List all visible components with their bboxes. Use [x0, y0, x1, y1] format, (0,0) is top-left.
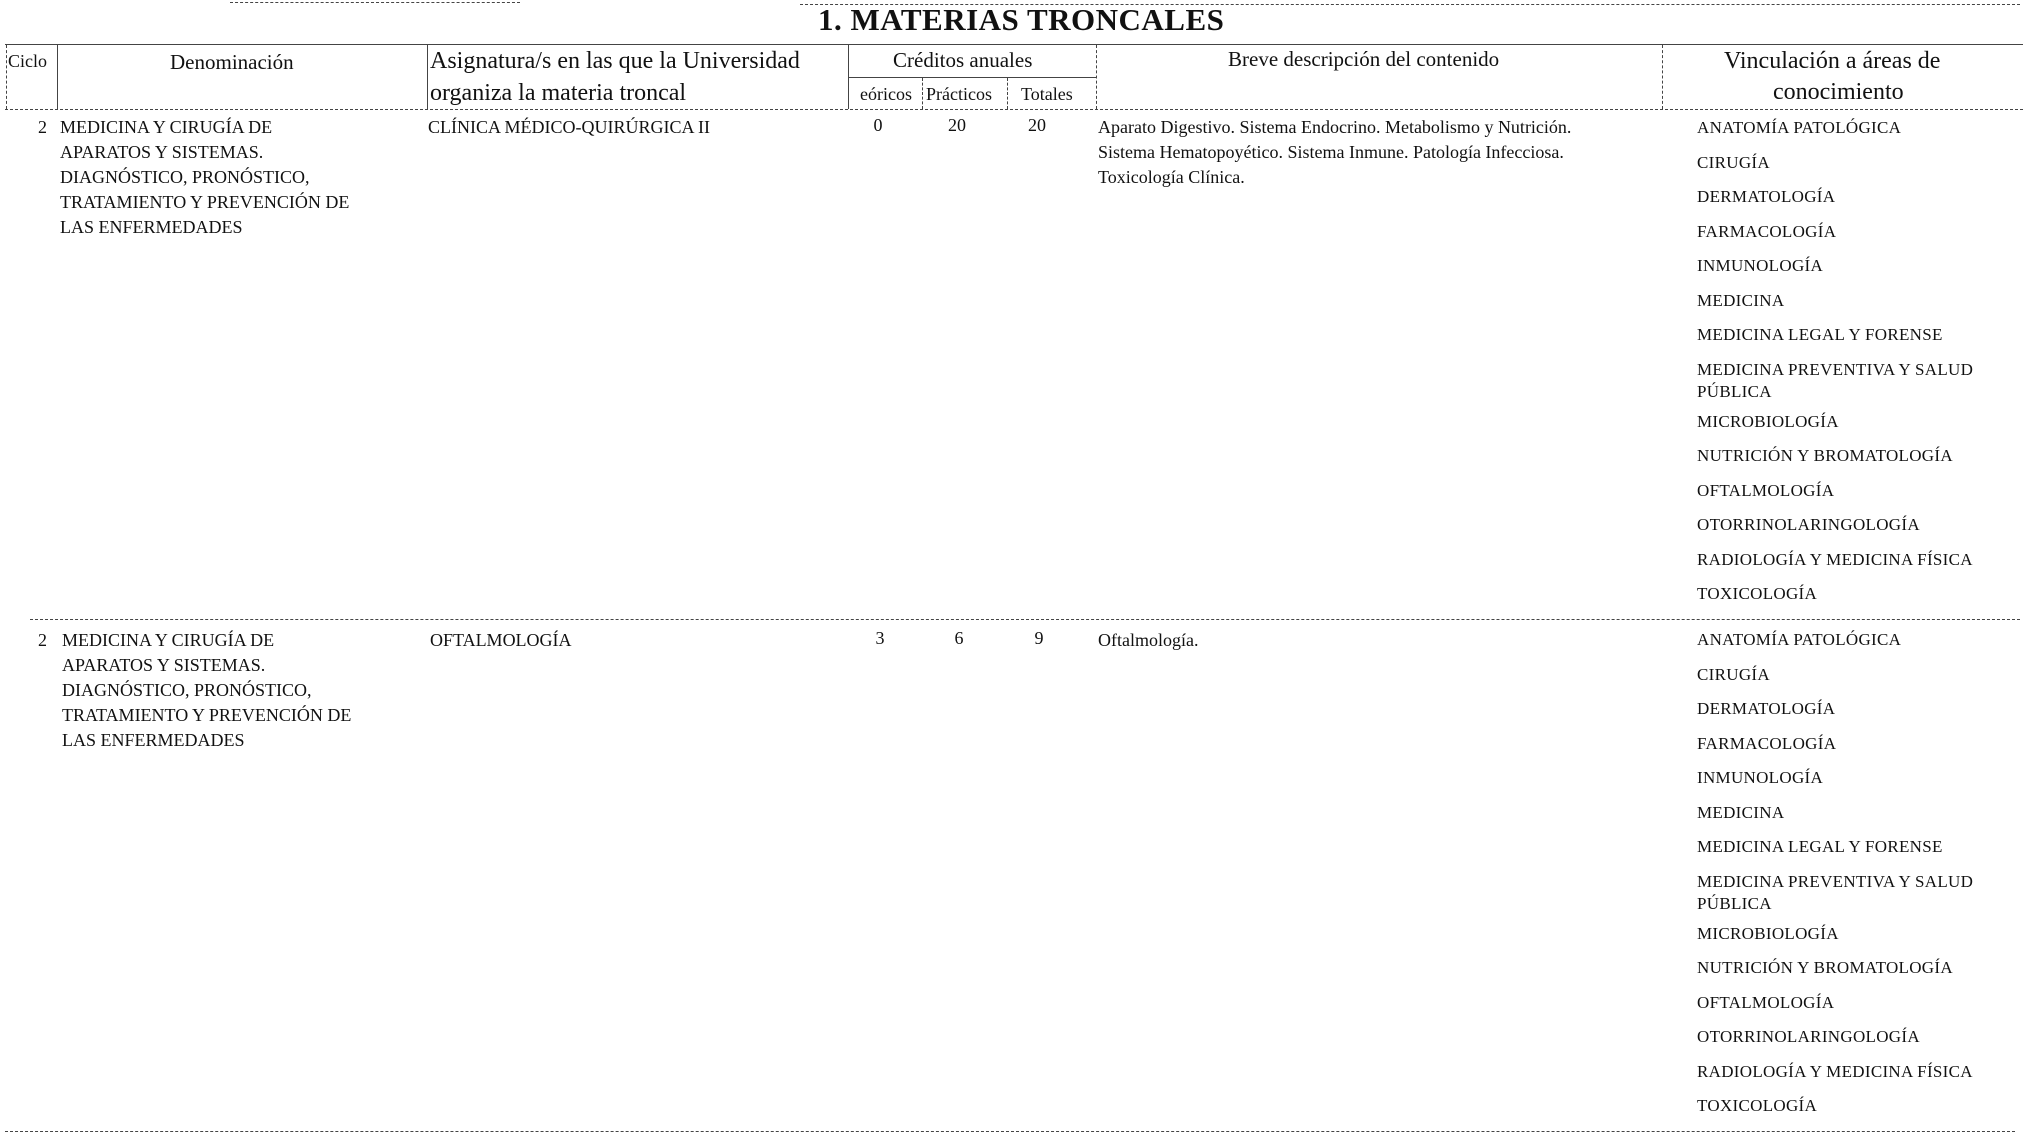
- row2-totales: 9: [1034, 628, 1044, 648]
- area-item: OFTALMOLOGÍA: [1697, 992, 1835, 1012]
- area-item: NUTRICIÓN Y BROMATOLOGÍA: [1697, 446, 1953, 465]
- header-bottom-rule: [5, 109, 2023, 110]
- col-divider-6: [1096, 45, 1097, 109]
- header-vinculacion-line2: conocimiento: [1773, 79, 1904, 105]
- row2-denominacion: [62, 628, 432, 753]
- row2-practicos: 6: [954, 628, 964, 648]
- col-divider-0: [6, 45, 7, 109]
- table-bottom-rule: [5, 1131, 2015, 1132]
- top-rule-right: [800, 4, 2020, 5]
- area-item: TOXICOLOGÍA: [1697, 1096, 1818, 1115]
- area-item: DERMATOLOGÍA: [1697, 699, 1836, 718]
- row1-descripcion-line: Toxicología Clínica.: [1098, 167, 1245, 187]
- row2-asignatura: OFTALMOLOGÍA: [430, 630, 572, 650]
- header-teoricos: eóricos: [860, 84, 912, 104]
- header-vinculacion-line1: Vinculación a áreas de: [1724, 48, 1941, 74]
- area-item: RADIOLOGÍA Y MEDICINA FÍSICA: [1697, 549, 1973, 569]
- area-item: INMUNOLOGÍA: [1697, 256, 1824, 275]
- top-rule-left: [230, 2, 520, 3]
- area-item: MEDICINA PREVENTIVA Y SALUD PÚBLICA: [1697, 359, 1974, 401]
- area-item: DERMATOLOGÍA: [1697, 187, 1836, 206]
- header-totales: Totales: [1021, 84, 1073, 104]
- row2-denominacion-line: TRATAMIENTO Y PREVENCIÓN DE: [62, 705, 352, 725]
- row1-practicos: 20: [948, 115, 966, 135]
- area-item: MEDICINA: [1697, 802, 1785, 822]
- area-item: INMUNOLOGÍA: [1697, 768, 1824, 787]
- row1-teoricos: 0: [873, 115, 883, 135]
- row1-asignatura: CLÍNICA MÉDICO-QUIRÚRGICA II: [428, 117, 710, 137]
- header-creditos: Créditos anuales: [893, 48, 1033, 72]
- area-item: OTORRINOLARINGOLOGÍA: [1697, 1027, 1920, 1046]
- area-item: MICROBIOLOGÍA: [1697, 411, 1839, 431]
- row1-denominacion-line: MEDICINA Y CIRUGÍA DE: [60, 117, 273, 137]
- row1-descripcion-line: Sistema Hematopoyético. Sistema Inmune. Patología Infecciosa.: [1098, 142, 1564, 162]
- row2-descripcion-line: Oftalmología.: [1098, 630, 1199, 650]
- area-item: CIRUGÍA: [1697, 664, 1770, 684]
- col-divider-1: [57, 45, 58, 109]
- area-item: OTORRINOLARINGOLOGÍA: [1697, 515, 1920, 534]
- row2-denominacion-line: DIAGNÓSTICO, PRONÓSTICO,: [62, 680, 312, 700]
- row2-teoricos: 3: [875, 628, 885, 648]
- row1-areas-list: [1697, 117, 2007, 618]
- row1-ciclo: 2: [38, 117, 47, 137]
- col-divider-5: [1007, 78, 1008, 109]
- header-top-rule: [5, 44, 2023, 45]
- header-asignatura-line1: Asignatura/s en las que la Universidad: [430, 48, 800, 74]
- row1-descripcion: [1098, 115, 1668, 190]
- area-item: ANATOMÍA PATOLÓGICA: [1697, 118, 1902, 137]
- row1-totales: 20: [1028, 115, 1046, 135]
- row-separator-rule: [30, 619, 2020, 620]
- header-ciclo: Ciclo: [8, 51, 47, 71]
- header-descripcion: Breve descripción del contenido: [1228, 47, 1500, 71]
- row2-denominacion-line: LAS ENFERMEDADES: [62, 730, 245, 750]
- area-item: MEDICINA LEGAL Y FORENSE: [1697, 837, 1943, 856]
- header-practicos: Prácticos: [926, 84, 992, 104]
- col-divider-3: [848, 45, 849, 109]
- row1-denominacion-line: DIAGNÓSTICO, PRONÓSTICO,: [60, 167, 310, 187]
- row1-descripcion-line: Aparato Digestivo. Sistema Endocrino. Metabolismo y Nutrición.: [1098, 117, 1572, 137]
- area-item: NUTRICIÓN Y BROMATOLOGÍA: [1697, 958, 1953, 977]
- area-item: RADIOLOGÍA Y MEDICINA FÍSICA: [1697, 1061, 1973, 1081]
- creditos-sub-rule: [848, 77, 1096, 78]
- row1-denominacion: [60, 115, 430, 240]
- area-item: FARMACOLOGÍA: [1697, 733, 1837, 753]
- col-divider-4: [922, 78, 923, 109]
- row1-denominacion-line: APARATOS Y SISTEMAS.: [60, 142, 264, 162]
- col-divider-2: [427, 45, 428, 109]
- area-item: OFTALMOLOGÍA: [1697, 480, 1835, 500]
- row2-denominacion-line: APARATOS Y SISTEMAS.: [62, 655, 266, 675]
- area-item: FARMACOLOGÍA: [1697, 221, 1837, 241]
- row2-ciclo: 2: [38, 630, 47, 650]
- page-title: 1. MATERIAS TRONCALES: [818, 2, 1225, 37]
- area-item: MEDICINA: [1697, 290, 1785, 310]
- header-asignatura-line2: organiza la materia troncal: [430, 80, 687, 106]
- area-item: CIRUGÍA: [1697, 152, 1770, 172]
- row2-areas-list: [1697, 629, 2007, 1130]
- row2-denominacion-line: MEDICINA Y CIRUGÍA DE: [62, 630, 275, 650]
- header-denominacion: Denominación: [170, 50, 294, 74]
- area-item: MEDICINA PREVENTIVA Y SALUD PÚBLICA: [1697, 871, 1974, 913]
- col-divider-7: [1662, 45, 1663, 109]
- row2-descripcion: [1098, 628, 1668, 653]
- row1-denominacion-line: LAS ENFERMEDADES: [60, 217, 243, 237]
- area-item: TOXICOLOGÍA: [1697, 584, 1818, 603]
- area-item: ANATOMÍA PATOLÓGICA: [1697, 630, 1902, 649]
- row1-denominacion-line: TRATAMIENTO Y PREVENCIÓN DE: [60, 192, 350, 212]
- area-item: MICROBIOLOGÍA: [1697, 923, 1839, 943]
- area-item: MEDICINA LEGAL Y FORENSE: [1697, 325, 1943, 344]
